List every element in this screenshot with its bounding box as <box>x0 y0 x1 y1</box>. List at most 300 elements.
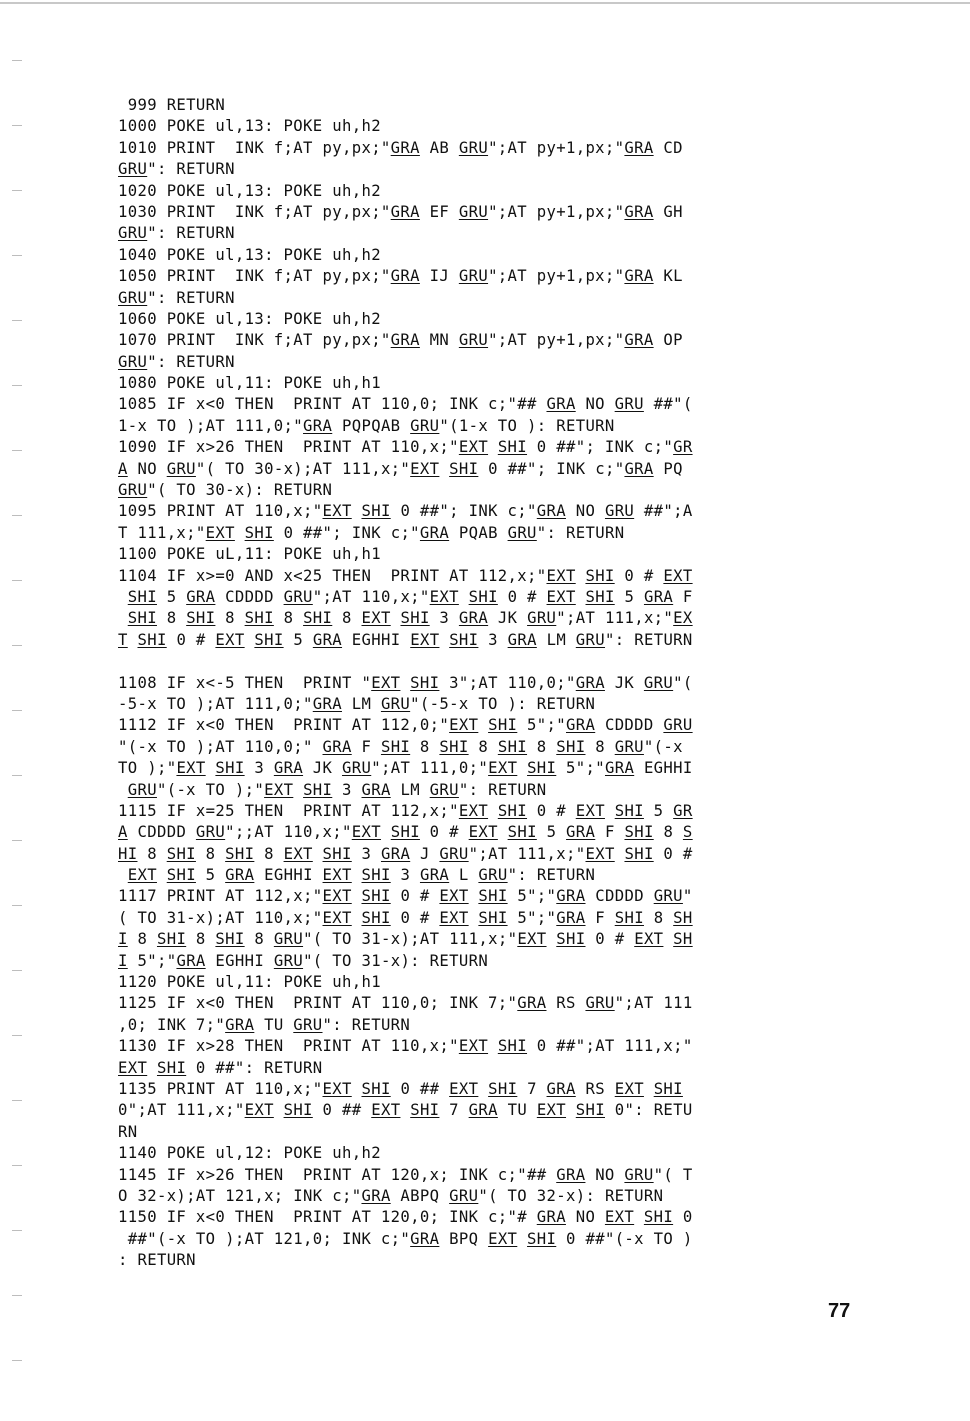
underlined-token: SHI <box>575 1101 605 1120</box>
underlined-token: SHI <box>303 780 333 799</box>
underlined-token: EXT <box>468 823 498 842</box>
code-text: LM <box>341 694 381 713</box>
code-text: F <box>585 908 615 927</box>
code-text: 1-x TO );AT 111,0;" <box>118 416 304 435</box>
underlined-token: EXT <box>322 502 352 521</box>
underlined-token: EXT <box>536 1101 567 1120</box>
code-line <box>118 394 878 415</box>
underlined-token: GRA <box>566 823 596 842</box>
underlined-token: EXT <box>283 844 313 863</box>
underlined-token: SHI <box>449 459 479 478</box>
code-text <box>118 866 128 884</box>
code-text: : RETURN <box>118 1251 196 1270</box>
code-text: CDDDD <box>127 823 196 842</box>
code-text: ( TO 31-x);AT 110,x;" <box>118 908 323 927</box>
underlined-token: EXT <box>458 1037 489 1056</box>
underlined-token: SHI <box>127 587 157 606</box>
code-text: L <box>449 866 479 885</box>
code-text: TU <box>497 1101 537 1120</box>
code-text <box>663 930 673 948</box>
underlined-token: GRU <box>293 1015 323 1034</box>
underlined-token: GRU <box>273 930 304 949</box>
underlined-token: GRU <box>458 202 489 221</box>
code-text <box>605 802 615 820</box>
code-text: 1108 IF x<-5 THEN PRINT " <box>118 673 372 692</box>
code-text: LM <box>536 630 576 649</box>
margin-tick <box>12 645 22 646</box>
code-text: BPQ <box>439 1229 489 1248</box>
underlined-token: GRA <box>176 951 206 970</box>
underlined-token: SHI <box>585 566 615 585</box>
code-text <box>118 781 128 799</box>
underlined-token: SHI <box>556 930 586 949</box>
code-line <box>118 1100 878 1121</box>
code-text: " <box>682 887 693 906</box>
code-text: F <box>673 587 693 606</box>
underlined-token: GRA <box>546 395 576 414</box>
code-line <box>118 116 878 137</box>
underlined-token: GRA <box>322 737 352 756</box>
code-text: 0 ## <box>390 1079 450 1098</box>
underlined-token: GRA <box>517 994 547 1013</box>
code-text: 1120 POKE ul,11: POKE uh,h1 <box>118 973 381 992</box>
code-text: EF <box>419 202 459 221</box>
code-text <box>488 1037 498 1055</box>
code-line <box>118 587 878 608</box>
code-text: ": RETURN <box>507 866 596 885</box>
code-text: 3 <box>390 866 420 885</box>
underlined-token: GRA <box>410 1229 440 1248</box>
code-text: 8 <box>653 823 683 842</box>
code-line <box>118 459 878 480</box>
code-text: GH <box>653 202 683 221</box>
code-text: CDDDD <box>595 716 664 735</box>
code-text: J <box>410 844 440 863</box>
underlined-token: EXT <box>205 523 235 542</box>
underlined-token: SH <box>673 908 693 927</box>
code-text: "( TO 31-x): RETURN <box>303 951 489 970</box>
code-text: TU <box>254 1015 294 1034</box>
underlined-token: SHI <box>156 930 187 949</box>
margin-tick <box>12 60 22 61</box>
margin-tick <box>12 775 22 776</box>
code-text: ";AT 111,x;" <box>468 844 586 863</box>
code-text: 1145 IF x>26 THEN PRINT AT 120,x; INK c;"## <box>118 1165 557 1184</box>
underlined-token: GRA <box>604 759 635 778</box>
code-text: 1140 POKE ul,12: POKE uh,h2 <box>118 1144 381 1163</box>
code-text <box>128 631 138 649</box>
code-line <box>118 138 878 159</box>
code-text: 1115 IF x=25 THEN PRINT AT 112,x;" <box>118 801 459 820</box>
code-line <box>118 501 878 522</box>
underlined-token: GRA <box>312 694 342 713</box>
underlined-token: EXT <box>371 673 401 692</box>
code-text: 8 <box>585 737 615 756</box>
code-text: 1125 IF x<0 THEN PRINT AT 110,0; INK 7;" <box>118 994 518 1013</box>
code-text <box>644 1080 654 1098</box>
code-text: 1117 PRINT AT 112,x;" <box>118 887 323 906</box>
code-text: JK <box>604 673 644 692</box>
underlined-token: GRU <box>118 288 148 307</box>
underlined-token: GRA <box>643 587 674 606</box>
code-text <box>293 781 303 799</box>
code-text: NO <box>585 1165 625 1184</box>
code-text: OP <box>653 331 683 350</box>
underlined-token: GRU <box>604 502 635 521</box>
code-text: AB <box>419 138 459 157</box>
code-text: 5";" <box>517 716 566 735</box>
margin-tick <box>12 840 22 841</box>
code-text: 5 <box>643 801 674 820</box>
underlined-token: SHI <box>186 609 216 628</box>
underlined-token: GRA <box>458 609 489 628</box>
code-text <box>157 866 167 884</box>
underlined-token: SHI <box>283 1101 313 1120</box>
code-text <box>313 845 323 863</box>
code-text: 1085 IF x<0 THEN PRINT AT 110,0; INK c;"## <box>118 395 547 414</box>
code-text: RN <box>118 1122 138 1141</box>
underlined-token: GRA <box>546 1079 576 1098</box>
code-text <box>352 866 362 884</box>
code-text <box>488 802 498 820</box>
code-line <box>118 245 878 266</box>
code-text: 1100 POKE uL,11: POKE uh,h1 <box>118 545 381 564</box>
underlined-token: GRU <box>458 138 489 157</box>
code-text: 0": RETU <box>605 1101 693 1120</box>
underlined-token: GR <box>673 801 693 820</box>
code-text: ": RETURN <box>605 630 693 649</box>
code-text: 8 <box>215 609 245 628</box>
underlined-token: EXT <box>546 566 576 585</box>
underlined-token: EXT <box>322 866 352 885</box>
underlined-token: SHI <box>322 844 352 863</box>
underlined-token: EXT <box>604 1208 635 1227</box>
underlined-token: GRA <box>556 908 586 927</box>
code-text: LM <box>390 780 430 799</box>
code-text: "( TO 31-x);AT 111,x;" <box>303 930 518 949</box>
code-text <box>274 1101 284 1119</box>
code-text <box>498 823 508 841</box>
code-text: 1130 IF x>28 THEN PRINT AT 110,x;" <box>118 1037 459 1056</box>
margin-tick <box>12 1360 22 1361</box>
code-text: 7 <box>517 1079 547 1098</box>
code-text: ": RETURN <box>147 352 235 371</box>
code-text: 8 <box>332 609 362 628</box>
underlined-token: SHI <box>624 844 654 863</box>
underlined-token: EXT <box>371 1101 401 1120</box>
code-text: PQ <box>653 459 683 478</box>
code-text: 8 <box>254 844 284 863</box>
code-text: O 32-x);AT 121,x; INK c;" <box>118 1186 362 1205</box>
code-text: 5";" <box>127 951 177 970</box>
underlined-token: EXT <box>410 630 440 649</box>
code-text: 1040 POKE ul,13: POKE uh,h2 <box>118 245 381 264</box>
code-line <box>118 480 878 501</box>
code-text: CDDDD <box>585 887 654 906</box>
code-line <box>118 266 878 287</box>
code-text: EGHHI <box>342 630 411 649</box>
underlined-token: GRA <box>419 523 450 542</box>
underlined-token: SHI <box>614 908 644 927</box>
underlined-token: GRU <box>458 331 489 350</box>
code-text <box>459 588 469 606</box>
code-text: F <box>351 737 381 756</box>
code-text: 5 <box>536 823 567 842</box>
code-text: 0 <box>673 1208 693 1227</box>
code-line <box>118 181 878 202</box>
underlined-token: SHI <box>624 823 654 842</box>
code-line <box>118 1250 878 1271</box>
code-line <box>118 951 878 972</box>
code-line <box>118 1015 878 1036</box>
code-text: 0 ##"; INK c;" <box>527 438 674 457</box>
underlined-token: GRU <box>527 609 557 628</box>
underlined-token: I <box>118 930 128 949</box>
code-line <box>118 1165 878 1186</box>
code-text: NO <box>566 502 605 521</box>
code-line <box>118 1229 878 1250</box>
margin-tick <box>12 1295 22 1296</box>
underlined-token: EXT <box>361 609 391 628</box>
margin-tick <box>12 1100 22 1101</box>
code-text <box>517 759 527 777</box>
underlined-token: GRA <box>361 780 391 799</box>
underlined-token: GRA <box>556 887 586 906</box>
underlined-token: GRU <box>575 630 606 649</box>
code-text: 1000 POKE ul,13: POKE uh,h2 <box>118 117 381 136</box>
code-text: 1020 POKE ul,13: POKE uh,h2 <box>118 181 381 200</box>
code-text: 1080 POKE ul,11: POKE uh,h1 <box>118 374 381 393</box>
underlined-token: SHI <box>643 1208 674 1227</box>
code-text: ": RETURN <box>458 780 547 799</box>
underlined-token: GRU <box>118 481 148 500</box>
code-text: "( TO 30-x);AT 111,x;" <box>195 459 411 478</box>
underlined-token: A <box>118 459 128 478</box>
code-text: "( <box>673 673 693 692</box>
code-text: KL <box>653 267 683 286</box>
code-text: ,0; INK 7;" <box>118 1015 226 1034</box>
underlined-token: EXT <box>322 1079 352 1098</box>
code-text: ": RETURN <box>147 160 235 179</box>
code-text: ": RETURN <box>147 224 235 243</box>
underlined-token: GRA <box>536 1208 566 1227</box>
underlined-token: GRA <box>507 630 537 649</box>
code-text: T 111,x;" <box>118 523 206 542</box>
underlined-token: EXT <box>585 844 615 863</box>
code-text: 0 ##": RETURN <box>186 1058 323 1077</box>
code-text: 1050 PRINT INK f;AT py,px;" <box>118 267 391 286</box>
code-text: 0 # <box>390 908 440 927</box>
code-line <box>118 1143 878 1164</box>
code-line <box>118 1058 878 1079</box>
code-text: 0 ##";AT 111,x;" <box>527 1037 693 1056</box>
code-text <box>576 567 586 585</box>
code-text: 0";AT 111,x;" <box>118 1101 245 1120</box>
code-text: -5-x TO );AT 111,0;" <box>118 694 313 713</box>
code-text: 0 ##"; INK c;" <box>478 459 625 478</box>
code-text: 8 <box>410 737 440 756</box>
code-line <box>118 330 878 351</box>
underlined-token: EXT <box>244 1101 274 1120</box>
code-text: 1060 POKE ul,13: POKE uh,h2 <box>118 309 381 328</box>
underlined-token: EXT <box>439 887 469 906</box>
code-text: EGHHI <box>254 866 323 885</box>
code-line <box>118 715 878 736</box>
underlined-token: SHI <box>488 716 518 735</box>
margin-tick <box>12 580 22 581</box>
underlined-token: EXT <box>449 716 479 735</box>
underlined-token: GRA <box>624 202 654 221</box>
underlined-token: EXT <box>264 780 294 799</box>
margin-tick <box>12 255 22 256</box>
underlined-token: EXT <box>176 759 206 778</box>
code-line <box>118 1207 878 1228</box>
code-text: ";;AT 110,x;" <box>225 823 352 842</box>
code-text: ": RETURN <box>536 523 625 542</box>
code-text: ABPQ <box>390 1186 450 1205</box>
underlined-token: EXT <box>322 887 352 906</box>
underlined-token: SHI <box>410 673 440 692</box>
underlined-token: GRA <box>624 459 654 478</box>
code-text <box>469 909 479 927</box>
code-text: 8 <box>468 737 498 756</box>
underlined-token: SHI <box>215 759 245 778</box>
margin-tick <box>12 125 22 126</box>
margin-tick <box>12 970 22 971</box>
underlined-token: EXT <box>439 908 469 927</box>
code-line <box>118 822 878 843</box>
code-line <box>118 309 878 330</box>
underlined-token: SHI <box>468 587 498 606</box>
underlined-token: GRU <box>478 866 508 885</box>
underlined-token: SHI <box>653 1079 683 1098</box>
underlined-token: SHI <box>137 630 167 649</box>
underlined-token: EXT <box>614 1079 644 1098</box>
underlined-token: GRU <box>458 267 489 286</box>
underlined-token: SHI <box>614 801 644 820</box>
code-text: ";AT 111,0;" <box>371 759 489 778</box>
underlined-token: GRU <box>439 844 469 863</box>
underlined-token: SHI <box>527 759 557 778</box>
code-line <box>118 437 878 458</box>
underlined-token: EXT <box>215 630 245 649</box>
code-text: 0 ##"; INK c;" <box>273 523 420 542</box>
code-line <box>118 758 878 779</box>
underlined-token: T <box>118 630 128 649</box>
underlined-token: SHI <box>585 587 615 606</box>
code-text: "(-x TO );" <box>156 780 265 799</box>
underlined-token: SHI <box>361 866 391 885</box>
code-text: 1030 PRINT INK f;AT py,px;" <box>118 202 391 221</box>
code-line <box>118 608 878 629</box>
code-text: "(-x <box>643 737 683 756</box>
code-line <box>118 373 878 394</box>
margin-tick <box>12 1230 22 1231</box>
underlined-token: EXT <box>458 438 489 457</box>
code-text <box>469 887 479 905</box>
code-text <box>235 524 245 542</box>
code-text: 8 <box>273 609 304 628</box>
margin-tick <box>12 515 22 516</box>
underlined-token: EXT <box>118 1058 148 1077</box>
code-line <box>118 651 878 672</box>
underlined-token: EXT <box>634 930 664 949</box>
code-text: EGHHI <box>634 759 693 778</box>
underlined-token: EXT <box>410 459 440 478</box>
code-line <box>118 694 878 715</box>
code-line <box>118 352 878 373</box>
underlined-token: SHI <box>497 438 528 457</box>
underlined-token: GRU <box>614 395 644 414</box>
underlined-token: GRU <box>166 459 196 478</box>
code-text: EGHHI <box>205 951 274 970</box>
code-text: 5";" <box>507 908 557 927</box>
underlined-token: GRU <box>614 737 644 756</box>
underlined-token: SHI <box>497 801 528 820</box>
code-line <box>118 737 878 758</box>
underlined-token: SHI <box>439 737 469 756</box>
underlined-token: GRU <box>283 587 313 606</box>
code-text: IJ <box>419 267 459 286</box>
underlined-token: SHI <box>507 823 537 842</box>
code-line <box>118 159 878 180</box>
code-text: 7 <box>439 1101 469 1120</box>
code-text <box>381 823 391 841</box>
underlined-token: GRA <box>390 267 420 286</box>
underlined-token: GRA <box>536 502 566 521</box>
underlined-token: EXT <box>517 930 547 949</box>
code-text: ";AT py+1,px;" <box>488 267 625 286</box>
underlined-token: GRU <box>449 1186 479 1205</box>
code-text: 0 # <box>527 801 576 820</box>
code-text <box>391 609 401 627</box>
code-text: 0 # <box>390 887 440 906</box>
code-text: "( T <box>653 1165 693 1184</box>
binding-margin <box>12 0 26 1421</box>
code-line <box>118 844 878 865</box>
underlined-token: GRU <box>118 352 148 371</box>
underlined-token: GRU <box>127 780 157 799</box>
code-text <box>634 1208 644 1226</box>
underlined-token: I <box>118 951 128 970</box>
underlined-token: GRU <box>585 994 615 1013</box>
underlined-token: GRA <box>390 202 420 221</box>
underlined-token: GR <box>673 438 693 457</box>
code-text: RS <box>546 994 586 1013</box>
underlined-token: GRU <box>118 224 148 243</box>
underlined-token: EXT <box>663 566 693 585</box>
code-text: "( TO 32-x): RETURN <box>478 1186 664 1205</box>
code-line <box>118 223 878 244</box>
code-text: ";AT 111,x;" <box>556 609 674 628</box>
code-line <box>118 1079 878 1100</box>
underlined-token: SHI <box>361 1079 391 1098</box>
code-text: 5 <box>195 866 226 885</box>
code-text: 8 <box>137 844 167 863</box>
code-text: ": RETURN <box>147 288 235 307</box>
code-text: NO <box>575 395 615 414</box>
underlined-token: GRU <box>273 951 304 970</box>
code-text: 0 # <box>585 930 635 949</box>
code-text <box>566 1101 576 1119</box>
underlined-token: EXT <box>429 587 459 606</box>
underlined-token: EXT <box>127 866 157 885</box>
underlined-token: EXT <box>458 801 489 820</box>
code-text: ";AT py+1,px;" <box>488 138 625 157</box>
underlined-token: GRA <box>225 1015 255 1034</box>
margin-tick <box>12 190 22 191</box>
underlined-token: GRU <box>118 160 148 179</box>
